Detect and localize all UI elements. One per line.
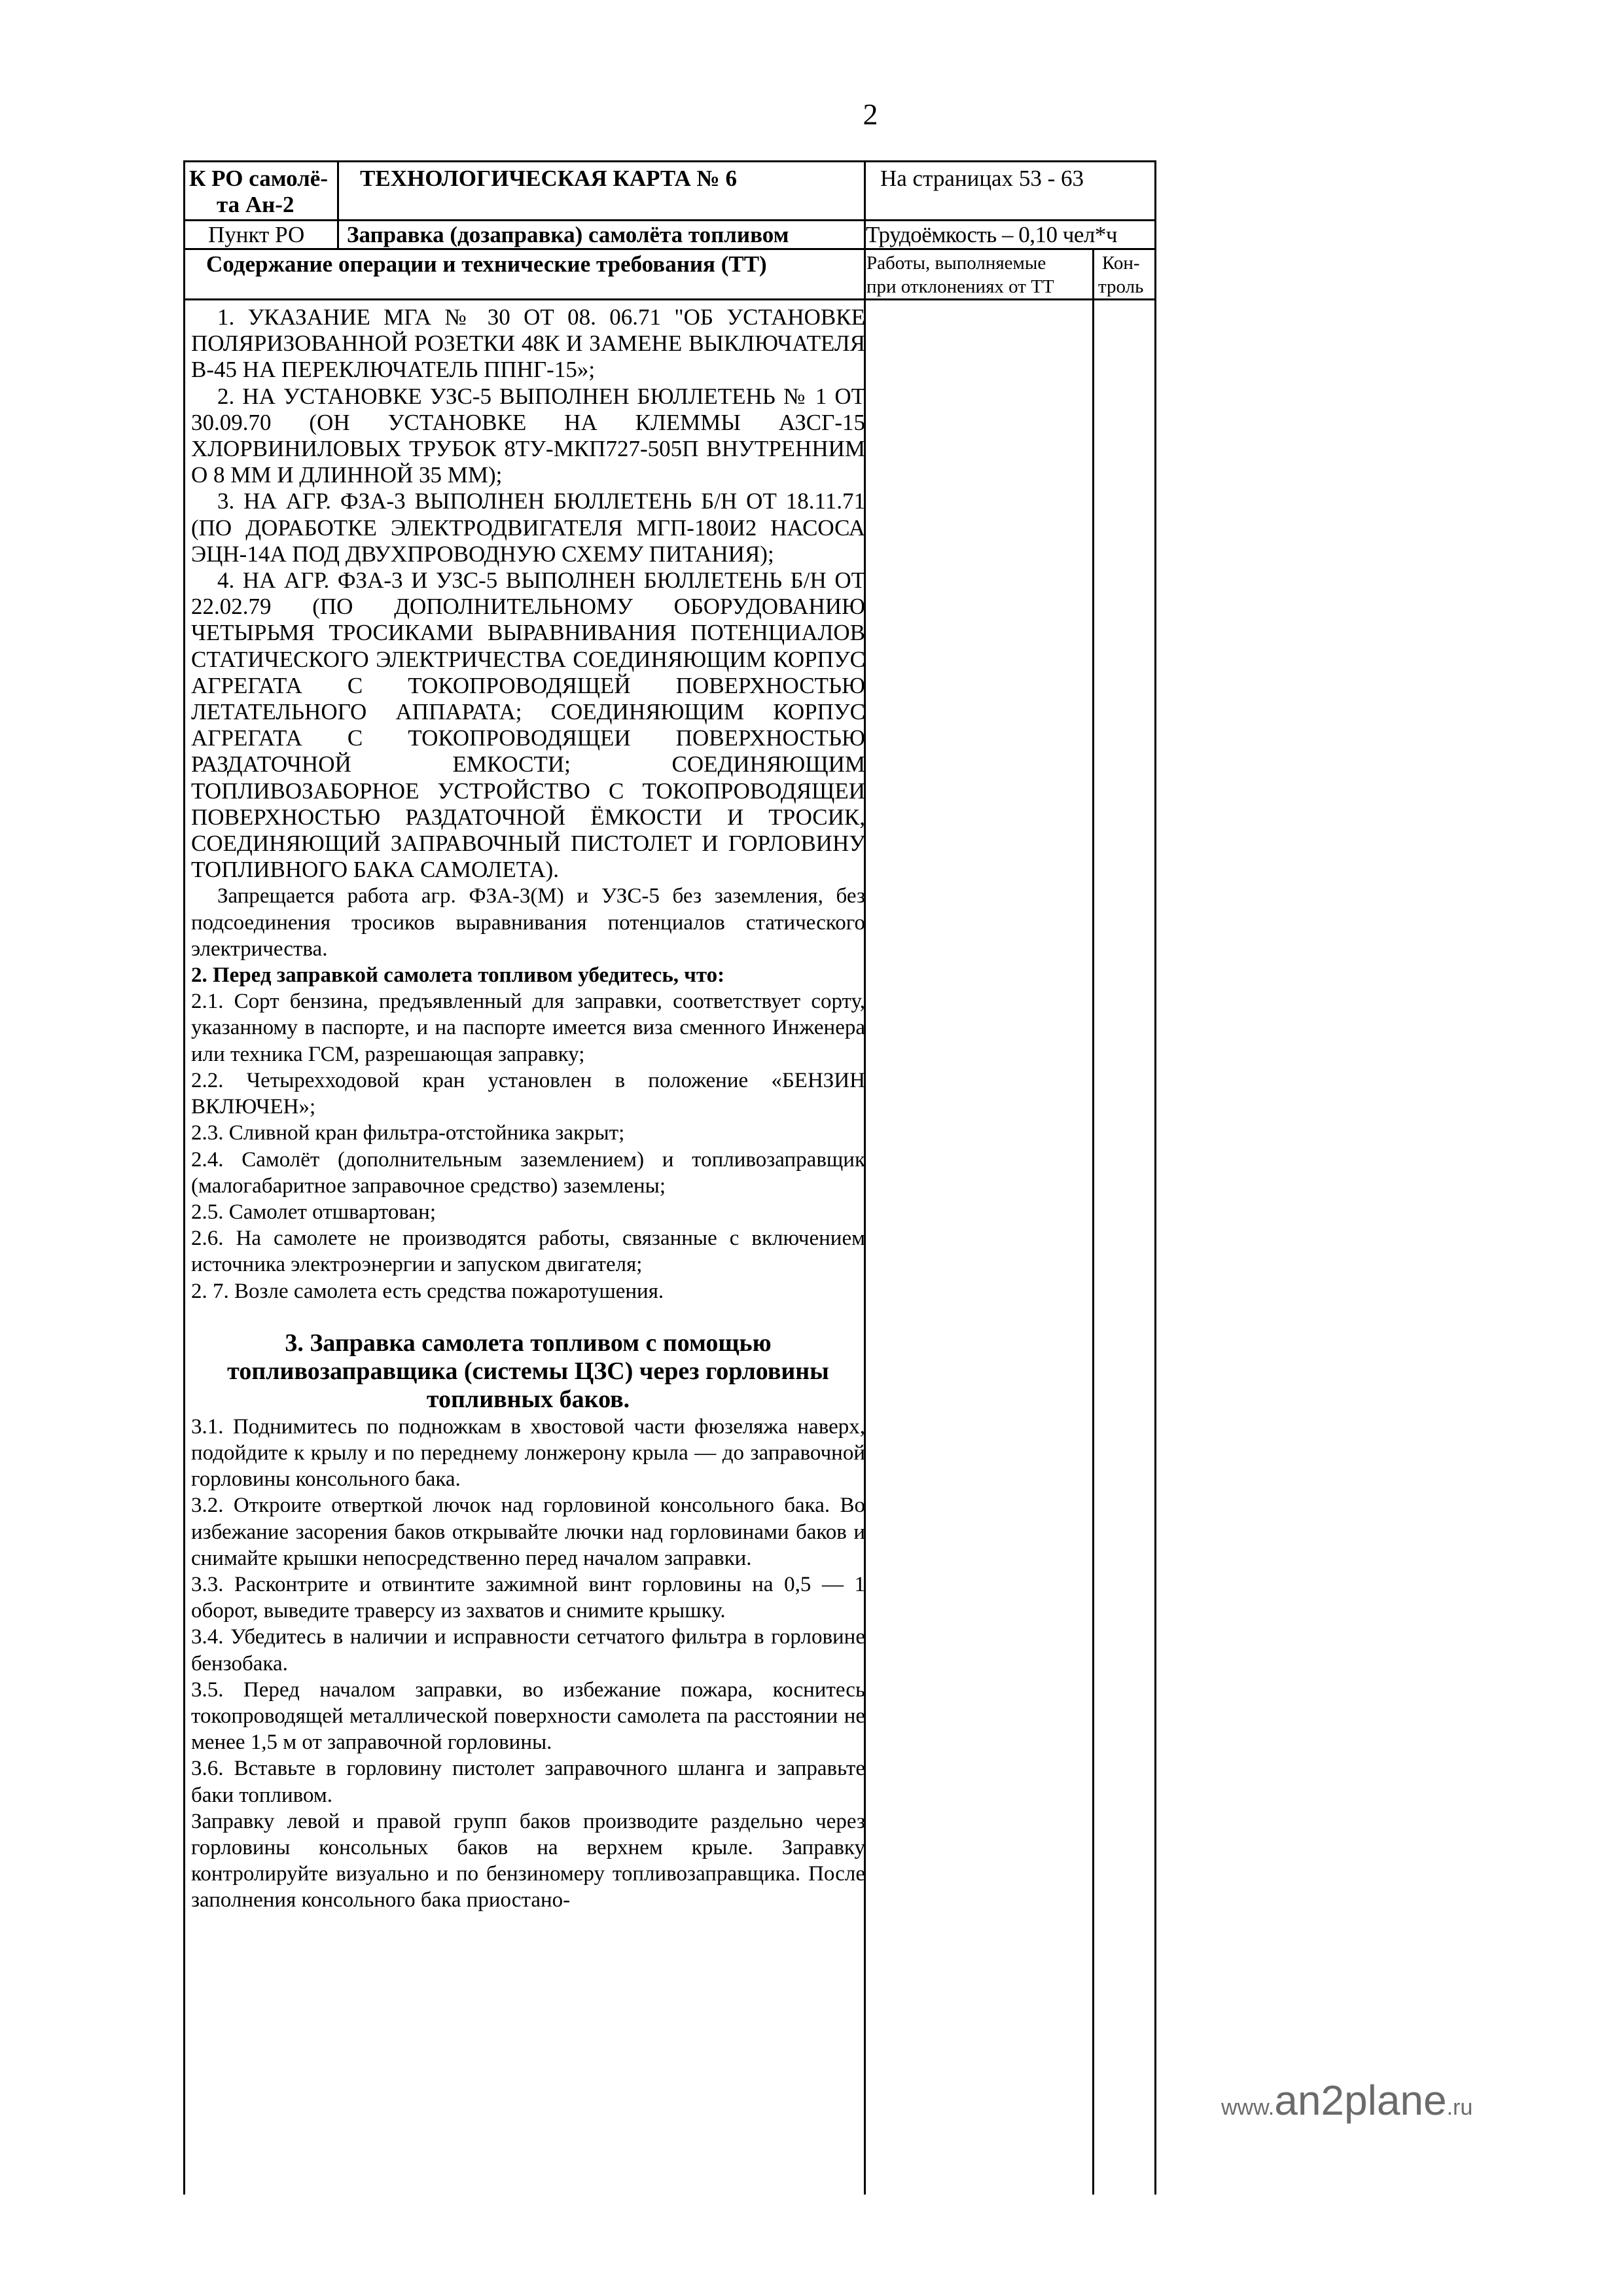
item-3-4: 3.4. Убедитесь в наличии и исправности сетчатого фильтра в горловине бензобака.	[191, 1625, 865, 1676]
operation-content	[191, 302, 865, 1914]
watermark-prefix: www.	[1221, 2095, 1275, 2120]
operation-title: Заправка (дозаправка) самолёта топливом	[347, 222, 789, 247]
table-row-divider-3	[183, 298, 1154, 300]
item-2-3: 2.3. Сливной кран фильтра-отстойника закрыт;	[191, 1121, 625, 1145]
bulletin-4: 4. НА АГР. ФЗА-3 И УЗС-5 ВЫПОЛНЕН БЮЛЛЕТЕНЬ Б/Н ОТ 22.02.79 (ПО ДОПОЛНИТЕЛЬНОМУ ОБОРУДОВАНИЮ ЧЕТЫРЬМЯ ТРОСИКАМИ ВЫРАВНИВАНИЯ ПОТЕНЦИАЛОВ СТАТИЧЕСКОГО ЭЛЕКТРИЧЕСТВА СОЕДИНЯЮЩИМ КОРПУС АГРЕГАТА С ТОКОПРОВОДЯЩЕЙ ПОВЕРХНОСТЬЮ ЛЕТАТЕЛЬНОГО АППАРАТА; СОЕДИНЯЮЩИМ КОРПУС АГРЕГАТА С ТОКОПРОВОДЯЩЕИ ПОВЕРХНОСТЬЮ РАЗДАТОЧНОЙ ЕМКОСТИ; СОЕДИНЯЮЩИМ ТОПЛИВОЗАБОРНОЕ УСТРОЙСТВО С ТОКОПРОВОДЯЩЕИ ПОВЕРХНОСТЬЮ РАЗДАТОЧНОЙ ЁМКОСТИ И ТРОСИК, СОЕДИНЯЮЩИЙ ЗАПРАВОЧНЫЙ ПИСТОЛЕТ И ГОРЛОВИНУ ТОПЛИВНОГО БАКА САМОЛЕТА).	[191, 567, 865, 883]
page-number: 2	[863, 98, 878, 131]
item-2-2: 2.2. Четырехходовой кран установлен в положение «БЕНЗИН ВКЛЮЧЕН»;	[191, 1068, 865, 1119]
labor-intensity: Трудоёмкость – 0,10 чел*ч	[866, 222, 1117, 247]
table-col1-divider	[337, 160, 339, 248]
table-left-border	[183, 160, 185, 2195]
item-3-3: 3.3. Расконтрите и отвинтите зажимной винт горловины на 0,5 — 1 оборот, выведите траверсу из захватов и снимите крышку.	[191, 1572, 865, 1623]
item-3-7: Заправку левой и правой групп баков производите раздельно через горловины консольных баков на верхнем крыле. Заправку контролируйте визуально и по бензиномеру топливозаправщика. После заполнения консольного бака приостано-	[191, 1809, 865, 1912]
item-label: Пункт РО	[208, 222, 305, 247]
item-3-5: 3.5. Перед началом заправки, во избежание пожара, коснитесь токопроводящей металлической поверхности самолета па расстоянии не менее 1,5 м от заправочной горловины.	[191, 1677, 865, 1755]
item-2-4: 2.4. Самолёт (дополнительным заземлением) и топливозаправщик (малогабаритное заправочное средство) заземлены;	[191, 1147, 865, 1198]
table-row-divider-2	[183, 248, 1154, 250]
item-2-6: 2.6. На самолете не производятся работы, связанные с включением источника электроэнергии и запуском двигателя;	[191, 1227, 865, 1277]
item-2-1: 2.1. Сорт бензина, предъявленный для заправки, соответствует сорту, указанному в паспорте, и на паспорте имеется виза сменного Инженера или техника ГСМ, разрешающая заправку;	[191, 990, 865, 1066]
col-content-header: Содержание операции и технические требования (ТТ)	[206, 251, 767, 277]
item-2-5: 2.5. Самолет отшвартован;	[191, 1200, 437, 1224]
item-3-6: 3.6. Вставьте в горловину пистолет заправочного шланга и заправьте баки топливом.	[191, 1757, 865, 1807]
bulletin-2: 2. НА УСТАНОВКЕ УЗС-5 ВЫПОЛНЕН БЮЛЛЕТЕНЬ № 1 ОТ 30.09.70 (ОН УСТАНОВКЕ НА КЛЕММЫ АЗСГ-15 ХЛОРВИНИЛОВЫХ ТРУБОК 8ТУ-МКП727-505П ВНУТРЕННИМ О 8 ММ И ДЛИННОЙ 35 ММ);	[191, 383, 865, 488]
site-watermark	[1221, 2076, 1472, 2125]
bulletin-1: 1. УКАЗАНИЕ МГА № 30 ОТ 08. 06.71 "ОБ УСТАНОВКЕ ПОЛЯРИЗОВАННОЙ РОЗЕТКИ 48К И ЗАМЕНЕ ВЫКЛЮЧАТЕЛЯ В-45 НА ПЕРЕКЛЮЧАТЕЛЬ ППНГ-15»;	[191, 304, 865, 383]
pages-range: На страницах 53 - 63	[880, 166, 1084, 191]
card-title: ТЕХНОЛОГИЧЕСКАЯ КАРТА № 6	[360, 166, 737, 191]
col-control-line1: Кон-	[1102, 253, 1140, 274]
col-works-line2: при отклонениях от ТТ	[866, 276, 1054, 297]
doc-ref-line2: та Ан-2	[217, 192, 294, 217]
bulletin-3: 3. НА АГР. ФЗА-3 ВЫПОЛНЕН БЮЛЛЕТЕНЬ Б/Н ОТ 18.11.71 (ПО ДОРАБОТКЕ ЭЛЕКТРОДВИГАТЕЛЯ МГП-180И2 НАСОСА ЭЦН-14А ПОД ДВУХПРОВОДНУЮ СХЕМУ ПИТАНИЯ);	[191, 488, 865, 567]
col-control-line2: троль	[1098, 276, 1144, 297]
item-3-2: 3.2. Откроите отверткой лючок над горловиной консольного бака. Во избежание засорения баков открывайте лючки над горловинами баков и снимайте крышки непосредственно перед началом заправки.	[191, 1494, 865, 1570]
watermark-suffix: .ru	[1446, 2095, 1473, 2120]
col-control-header	[1098, 251, 1143, 298]
table-top-border	[183, 160, 1154, 162]
prohibition-note: Запрещается работа агр. ФЗА-3(М) и УЗС-5 без заземления, без подсоединения тросиков выравнивания потенциалов статического электричества.	[191, 884, 865, 961]
section-2-title: 2. Перед заправкой самолета топливом убедитесь, что:	[191, 963, 725, 988]
table-col3-divider	[1092, 248, 1094, 2195]
item-3-1: 3.1. Поднимитесь по подножкам в хвостовой части фюзеляжа наверх, подойдите к крылу и по переднему лонжерону крыла — до заправочной горловины консольного бака.	[191, 1414, 865, 1492]
table-right-border	[1154, 160, 1156, 2195]
table-row-divider-1	[183, 219, 1154, 221]
col-works-line1: Работы, выполняемые	[866, 253, 1046, 274]
section-3-title: 3. Заправка самолета топливом с помощью топливозаправщика (системы ЦЗС) через горловины топливных баков.	[227, 1329, 829, 1413]
doc-ref	[189, 166, 328, 218]
col-works-header	[866, 251, 1054, 298]
item-2-7: 2. 7. Возле самолета есть средства пожаротушения.	[191, 1279, 664, 1303]
doc-ref-line1: К РО самолё-	[189, 166, 328, 191]
watermark-main: an2plane	[1274, 2077, 1447, 2124]
